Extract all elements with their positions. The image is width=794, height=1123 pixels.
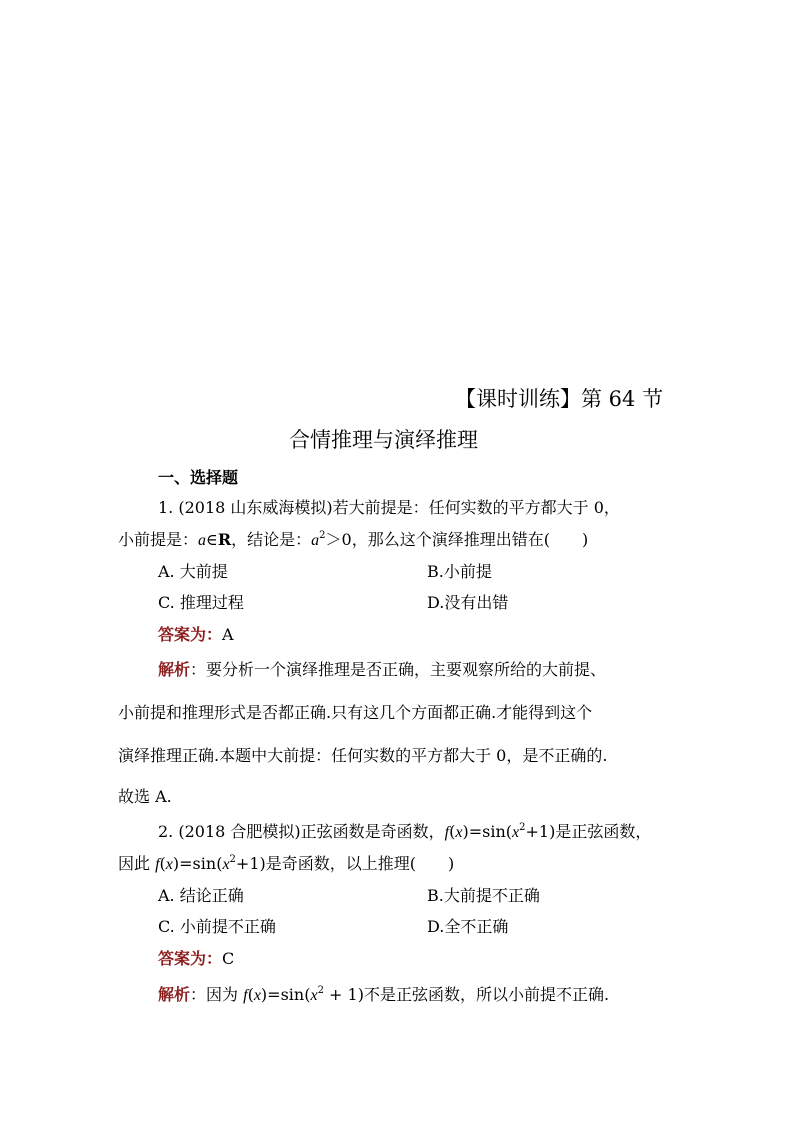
q2-func-f: f [155,856,160,873]
q1-text: 小前提是： [118,530,199,549]
q2-option-b: B.大前提不正确 [427,886,540,905]
answer-label: 答案为： [158,625,223,644]
q2-answer [158,946,234,969]
q2-exp: 2 [229,854,236,865]
q2-option-d: D.全不正确 [427,917,509,936]
q2-option-a: A. 结论正确 [158,886,244,905]
q2-exp: 2 [317,985,324,996]
answer-value: C [222,949,235,968]
q2-var-x: x [512,824,520,841]
lesson-tag: 【课时训练】 [455,387,581,411]
q2-var-x: x [310,987,318,1004]
analysis-text: ：因为 [190,985,244,1004]
q1-option-b: B.小前提 [427,562,492,581]
q2-func-f: f [243,987,248,1004]
q2-text: +1)是奇函数，以上推理( ) [235,854,455,873]
lesson-header [455,383,663,413]
q2-line1 [158,819,651,842]
q2-var-x: x [222,856,230,873]
q2-analysis [158,982,609,1005]
q2-text: )=sin( [172,854,223,873]
section-number: 第 64 节 [581,387,664,411]
q1-option-c: C. 推理过程 [158,593,244,612]
q1-exp: 2 [319,530,326,541]
q2-text: +1)是正弦函数， [525,822,652,841]
q1-line2 [118,527,588,550]
analysis-text: ：要分析一个演绎推理是否正确，主要观察所给的大前提、 [190,660,607,679]
q1-text: ，结论是： [231,530,312,549]
q1-option-d: D.没有出错 [427,593,509,612]
q2-var-x: x [165,856,173,873]
q1-option-a: A. 大前提 [158,562,228,581]
q1-var-a2: a [311,532,320,549]
analysis-text: ( [247,985,254,1004]
q2-text: 因此 [118,854,156,873]
answer-label: 答案为： [158,949,223,968]
analysis-label: 解析 [158,985,191,1004]
q1-analysis-line1 [158,657,606,680]
q1-analysis-line4: 故选 A. [118,787,172,806]
answer-value: A [222,625,234,644]
q2-text: )=sin( [462,822,512,841]
q1-reals: R [217,530,232,549]
q1-text: ＞0，那么这个演绎推理出错在( ) [325,530,589,549]
q2-line2 [118,851,454,874]
analysis-text: )=sin( [260,985,311,1004]
section-heading: 一、选择题 [158,468,239,487]
q2-text: 2. (2018 合肥模拟)正弦函数是奇函数， [158,822,445,841]
q2-var-x: x [455,824,463,841]
q1-analysis-line2: 小前提和推理形式是否都正确.只有这几个方面都正确.才能得到这个 [118,703,593,722]
q2-option-c: C. 小前提不正确 [158,917,276,936]
q2-text: ( [159,854,166,873]
q1-analysis-line3: 演绎推理正确.本题中大前提：任何实数的平方都大于 0，是不正确的. [118,746,608,765]
q1-in: ∈ [206,530,218,549]
q2-var-x: x [253,987,261,1004]
q2-text: ( [449,822,456,841]
q2-func-f: f [444,824,450,841]
q1-line1: 1. (2018 山东威海模拟)若大前提是：任何实数的平方都大于 0， [158,498,620,517]
q1-var-a: a [198,532,207,549]
q1-answer [158,622,234,645]
q2-exp: 2 [519,822,526,833]
analysis-text: + 1)不是正弦函数，所以小前提不正确. [323,985,610,1004]
page-title: 合情推理与演绎推理 [289,428,478,452]
analysis-label: 解析 [158,660,191,679]
